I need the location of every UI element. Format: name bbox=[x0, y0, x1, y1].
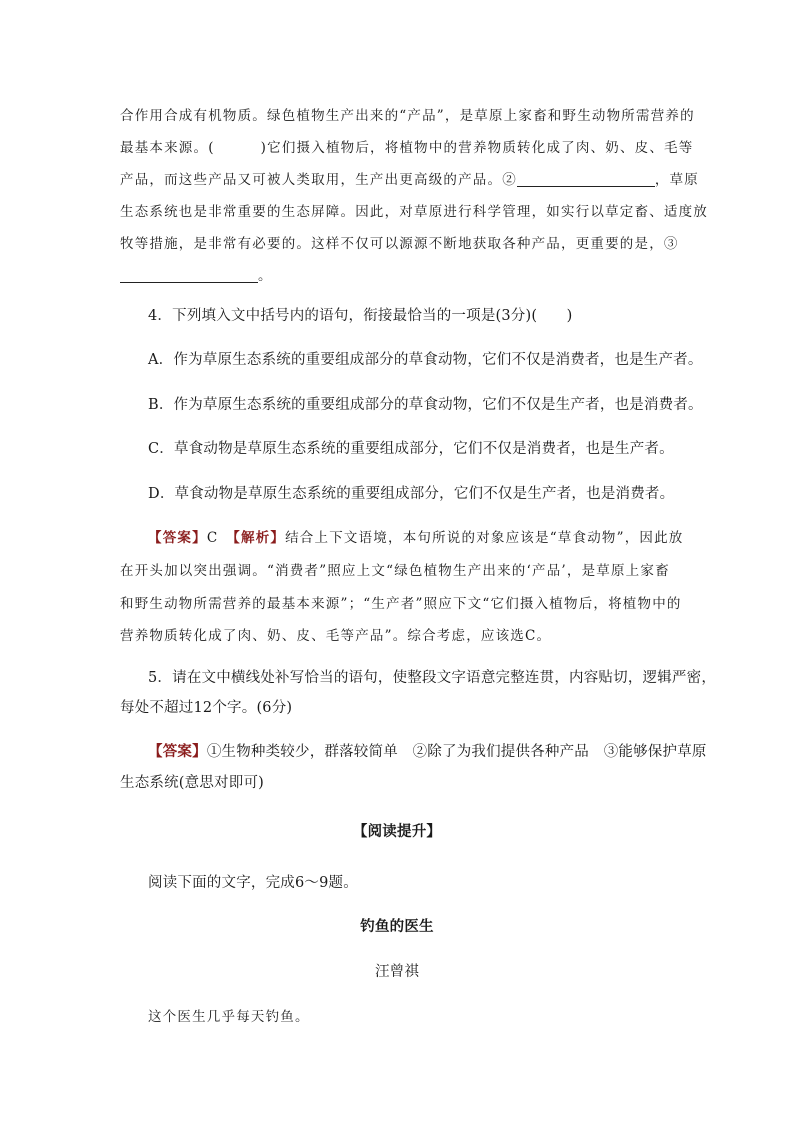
fill-blank-3 bbox=[120, 268, 258, 283]
passage-text: 最基本来源。( bbox=[120, 140, 215, 156]
answer-4-line-1 bbox=[148, 526, 684, 546]
passage-line-4 bbox=[120, 200, 708, 220]
option-c: C．草食动物是草原生态系统的重要组成部分，它们不仅是消费者，也是生产者。 bbox=[148, 441, 674, 457]
article-title: 钓鱼的医生 bbox=[360, 918, 434, 935]
passage-text: ，草原 bbox=[654, 172, 700, 188]
question-5-stem-1: 5．请在文中横线处补写恰当的语句，使整段文字语意完整连贯，内容贴切，逻辑严密， bbox=[148, 670, 717, 686]
passage-line-3 bbox=[120, 168, 699, 188]
answer-value: C bbox=[206, 530, 234, 546]
analysis-line-2: 在开头加以突出强调。“消费者”照应上文“绿色植物生产出来的‘产品’，是草原上家畜 bbox=[120, 563, 670, 579]
passage-text: 。 bbox=[258, 268, 273, 284]
option-b: B．作为草原生态系统的重要组成部分的草食动物，它们不仅是生产者，也是消费者。 bbox=[148, 397, 703, 413]
question-5-stem-2: 每处不超过12个字。(6分) bbox=[120, 700, 293, 716]
answer-tag: 【答案】 bbox=[148, 743, 207, 760]
reading-instruction: 阅读下面的文字，完成6～9题。 bbox=[148, 875, 358, 891]
passage-text: 生态系统也是非常重要的生态屏障。因此，对草原进行科学管理，如实行以草定畜、适度放 bbox=[120, 204, 708, 220]
option-d: D．草食动物是草原生态系统的重要组成部分，它们不仅是生产者，也是消费者。 bbox=[148, 486, 675, 502]
analysis-line-4: 营养物质转化成了肉、奶、皮、毛等产品”。综合考虑，应该选C。 bbox=[120, 628, 552, 644]
answer-text: ①生物种类较少，群落较简单 ②除了为我们提供各种产品 ③能够保护草原 bbox=[206, 744, 707, 760]
passage-line-5 bbox=[120, 232, 679, 252]
article-first-line: 这个医生几乎每天钓鱼。 bbox=[148, 1009, 310, 1025]
fill-blank-2 bbox=[517, 172, 655, 187]
passage-line-2 bbox=[120, 136, 693, 156]
analysis-tag: 【解析】 bbox=[233, 530, 286, 546]
answer-5-line-2: 生态系统(意思对即可) bbox=[120, 775, 265, 791]
passage-line-1 bbox=[120, 104, 695, 124]
passage-line-6 bbox=[120, 264, 273, 284]
passage-text: )它们摄入植物后，将植物中的营养物质转化成了肉、奶、皮、毛等 bbox=[260, 140, 694, 156]
answer-tag: 【答案】 bbox=[148, 530, 207, 546]
section-heading: 【阅读提升】 bbox=[352, 823, 442, 840]
passage-text: 产品，而这些产品又可被人类取用，生产出更高级的产品。② bbox=[120, 172, 517, 188]
answer-5-line-1 bbox=[148, 740, 707, 761]
analysis-line-3: 和野生动物所需营养的最基本来源”；“生产者”照应下文“它们摄入植物后，将植物中的 bbox=[120, 596, 682, 612]
option-a: A．作为草原生态系统的重要组成部分的草食动物，它们不仅是消费者，也是生产者。 bbox=[148, 352, 703, 368]
passage-text: 合作用合成有机物质。绿色植物生产出来的“产品”，是草原上家畜和野生动物所需营养的 bbox=[120, 108, 695, 124]
passage-text: 牧等措施，是非常有必要的。这样不仅可以源源不断地获取各种产品，更重要的是，③ bbox=[120, 236, 679, 252]
question-4-stem: 4．下列填入文中括号内的语句，衔接最恰当的一项是(3分)( ) bbox=[148, 308, 573, 324]
article-author: 汪曾祺 bbox=[374, 964, 420, 980]
analysis-text: 结合上下文语境，本句所说的对象应该是“草食动物”，因此放 bbox=[285, 530, 684, 546]
